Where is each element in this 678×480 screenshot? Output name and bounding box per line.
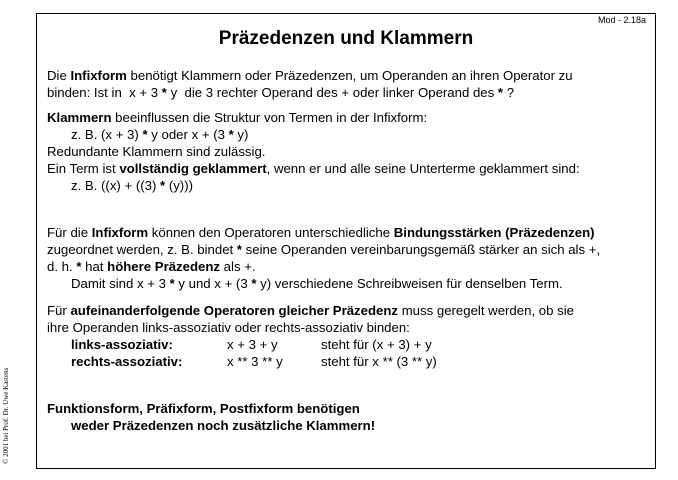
slide-content bbox=[47, 67, 653, 434]
assoc-row-links: links-assoziativ: x + 3 + y steht für (x + 3) + y bbox=[71, 337, 432, 352]
paragraph-infix-line2: binden: Ist in x + 3 * y die 3 rechter Operand des + oder linker Operand des * ? bbox=[47, 85, 515, 100]
example-klammern: z. B. (x + 3) * y oder x + (3 * y) bbox=[71, 127, 249, 142]
paragraph-infix-line1: Die Infixform benötigt Klammern oder Präzedenzen, um Operanden an ihren Operator zu bbox=[47, 68, 573, 83]
example-vollstaendig: z. B. ((x) + ((3) * (y))) bbox=[71, 178, 193, 193]
term-infixform: Infixform bbox=[70, 68, 127, 83]
paragraph-assoz-line1: Für aufeinanderfolgende Operatoren gleicher Präzedenz muss geregelt werden, ob sie bbox=[47, 303, 574, 318]
assoc-row-rechts: rechts-assoziativ: x ** 3 ** y steht für x ** (3 ** y) bbox=[71, 354, 437, 369]
paragraph-redundant: Redundante Klammern sind zulässig. bbox=[47, 144, 266, 159]
term-gleiche-praezedenz: aufeinanderfolgende Operatoren gleicher Präzedenz bbox=[70, 303, 399, 318]
paragraph-praezedenz-line2: zugeordnet werden, z. B. bindet * seine Operanden vereinbarungsgemäß stärker an sich als +, bbox=[47, 242, 601, 257]
expression: x + 3 bbox=[129, 85, 159, 100]
paragraph-praezedenz-line1: Für die Infixform können den Operatoren unterschiedliche Bindungsstärken (Präzedenzen) bbox=[47, 225, 595, 240]
paragraph-assoz-line2: ihre Operanden links-assoziativ oder rechts-assoziativ binden: bbox=[47, 320, 410, 335]
final-statement-line2: weder Präzedenzen noch zusätzliche Klammern! bbox=[71, 418, 376, 433]
page-title: Präzedenzen und Klammern bbox=[218, 28, 474, 49]
copyright-note: © 2001 bei Prof. Dr. Uwe Kastens bbox=[2, 367, 10, 464]
term-bindungsstaerken: Bindungsstärken (Präzedenzen) bbox=[393, 225, 595, 240]
slide-id: Mod - 2.18a bbox=[597, 15, 646, 25]
paragraph-praezedenz-line4: Damit sind x + 3 * y und x + (3 * y) verschiedene Schreibweisen für denselben Term. bbox=[71, 276, 563, 291]
paragraph-vollstaendig: Ein Term ist vollständig geklammert, wenn er und alle seine Unterterme geklammert sind: bbox=[47, 161, 580, 176]
term-hoehere-praezedenz: höhere Präzedenz bbox=[107, 259, 221, 274]
term-vollstaendig: vollständig geklammert bbox=[119, 161, 267, 176]
paragraph-praezedenz-line3: d. h. * hat höhere Präzedenz als +. bbox=[47, 259, 256, 274]
final-statement-line1: Funktionsform, Präfixform, Postfixform benötigen bbox=[47, 401, 360, 416]
paragraph-klammern-line1: Klammern beeinflussen die Struktur von Termen in der Infixform: bbox=[47, 110, 428, 125]
term-klammern: Klammern bbox=[47, 110, 112, 125]
